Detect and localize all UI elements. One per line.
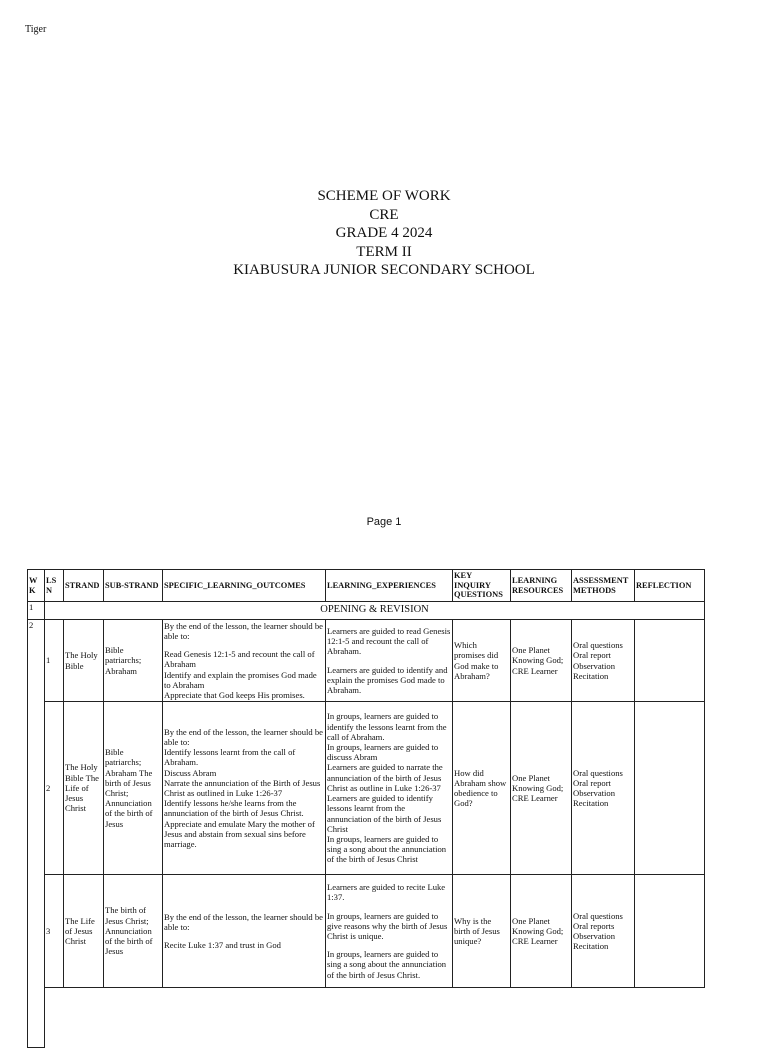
header-wk: WK — [28, 570, 45, 602]
experience-line: Learners are guided to read Genesis 12:1-5 and recount the call of Abraham. — [327, 625, 451, 657]
experience-line: Learners are guided to recite Luke 1:37. — [327, 882, 446, 903]
assessment-method: Oral report — [573, 777, 611, 788]
outcome-line: Identify lessons learnt from the call of Abraham. — [164, 747, 296, 768]
outcome-line: Identify and explain the promises God made to Abraham — [164, 669, 317, 690]
sub-strand-cell: Bible patriarchs; Abraham — [104, 620, 163, 702]
continuation-cell — [45, 988, 705, 1048]
assessment-method: Recitation — [573, 798, 609, 809]
assessment-method: Observation — [573, 788, 616, 798]
assessment-method: Recitation — [573, 941, 609, 952]
reflection-cell — [635, 702, 705, 875]
experience-line: In groups, learners are guided to give reasons why the birth of Jesus Christ is unique. — [327, 910, 448, 941]
header-reflection: REFLECTION — [635, 570, 705, 602]
outcome-line: By the end of the lesson, the learner should be able to: — [164, 620, 323, 641]
assessment-method: Oral reports — [573, 920, 615, 931]
scheme-of-work-table — [27, 569, 705, 1048]
document-title — [0, 187, 768, 280]
title-line: GRADE 4 2024 — [335, 225, 433, 242]
header-tag: Tiger — [25, 24, 47, 35]
learning-outcomes-cell — [163, 620, 326, 702]
table-row — [28, 702, 705, 875]
header-learning-experiences: LEARNING_EXPERIENCES — [326, 570, 453, 602]
week-number: 1 — [28, 602, 45, 620]
lesson-number: 1 — [45, 620, 64, 702]
outcome-spacer — [164, 641, 324, 649]
assessment-method: Oral questions — [573, 767, 623, 778]
key-inquiry-question-cell: Why is the birth of Jesus unique? — [453, 875, 511, 988]
header-strand: STRAND — [64, 570, 104, 602]
outcome-line: Discuss Abram — [164, 767, 217, 778]
outcome-line: Appreciate that God keeps His promises. — [164, 690, 305, 700]
outcome-line: Read Genesis 12:1-5 and recount the call of Abraham — [164, 649, 315, 670]
experience-line: In groups, learners are guided to discuss Abram — [327, 742, 439, 763]
table-row — [28, 988, 705, 1048]
header-learning-resources: LEARNING RESOURCES — [511, 570, 572, 602]
reflection-cell — [635, 875, 705, 988]
header-specific-learning-outcomes: SPECIFIC_LEARNING_OUTCOMES — [163, 570, 326, 602]
assessment-method: Recitation — [573, 670, 609, 681]
page-number: Page 1 — [366, 516, 402, 528]
header-lsn: LSN — [45, 570, 64, 602]
learning-resources-cell: One Planet Knowing God; CRE Learner — [511, 620, 572, 702]
assessment-methods-cell — [572, 620, 635, 702]
learning-outcomes-cell — [163, 702, 326, 875]
assessment-method: Observation — [573, 931, 616, 941]
outcome-line: Identify lessons he/she learns from the annunciation of the birth of Jesus Christ. — [164, 798, 304, 819]
learning-outcomes-cell — [163, 875, 326, 988]
table-row — [28, 602, 705, 620]
experience-spacer — [327, 903, 451, 911]
title-line: SCHEME OF WORK — [317, 188, 451, 204]
experience-line: Learners are guided to identify lessons learnt from the annunciation of the birth of Jesus Christ — [327, 793, 442, 834]
experience-line: In groups, learners are guided to sing a song about the annunciation of the birth of Jesus Christ. — [327, 949, 447, 980]
key-inquiry-question-cell: How did Abraham show obedience to God? — [453, 702, 511, 875]
title-line: KIABUSURA JUNIOR SECONDARY SCHOOL — [233, 262, 535, 279]
week-number: 2 — [28, 620, 45, 1048]
strand-cell: The Holy Bible — [64, 620, 104, 702]
opening-revision-cell: OPENING & REVISION — [45, 602, 705, 620]
assessment-methods-cell — [572, 702, 635, 875]
outcome-line: By the end of the lesson, the learner should be able to: — [164, 726, 323, 747]
strand-cell: The Holy Bible The Life of Jesus Christ — [64, 702, 104, 875]
header-assessment-methods: ASSESSMENT METHODS — [572, 570, 635, 602]
assessment-method: Oral report — [573, 650, 611, 661]
experience-line: In groups, learners are guided to sing a song about the annunciation of the birth of Jesus Christ — [327, 833, 447, 865]
title-line: CRE — [369, 206, 399, 223]
experience-line: In groups, learners are guided to identify the lessons learnt from the call of Abraham. — [327, 711, 447, 742]
header-key-inquiry-questions: KEY INQUIRY QUESTIONS — [453, 570, 511, 602]
sub-strand-cell: The birth of Jesus Christ; Annunciation of the birth of Jesus — [104, 875, 163, 988]
learning-resources-cell: One Planet Knowing God; CRE Learner — [511, 702, 572, 875]
strand-cell: The Life of Jesus Christ — [64, 875, 104, 988]
sub-strand-cell: Bible patriarchs; Abraham The birth of Jesus Christ; Annunciation of the birth of Jesus — [104, 702, 163, 875]
title-line: TERM II — [356, 243, 412, 260]
learning-resources-cell: One Planet Knowing God; CRE Learner — [511, 875, 572, 988]
learning-experiences-cell — [326, 875, 453, 988]
experience-line: Learners are guided to narrate the annunciation of the birth of Jesus Christ as outline in Luke 1:26-37 — [327, 762, 443, 793]
learning-experiences-cell — [326, 620, 453, 702]
table-header-row — [28, 570, 705, 602]
assessment-method: Oral questions — [573, 640, 623, 651]
table-row — [28, 620, 705, 702]
assessment-method: Observation — [573, 660, 616, 671]
outcome-line: Appreciate and emulate Mary the mother of Jesus and abstain from sexual sins before marriage. — [164, 818, 315, 850]
header-sub-strand: SUB-STRAND — [104, 570, 163, 602]
experience-line: Learners are guided to identify and explain the promises God made to Abraham. — [327, 664, 448, 695]
lesson-number: 2 — [45, 702, 64, 875]
outcome-line: Recite Luke 1:37 and trust in God — [164, 940, 281, 951]
outcome-spacer — [164, 932, 324, 940]
experience-spacer — [327, 941, 451, 949]
reflection-cell — [635, 620, 705, 702]
experience-spacer — [327, 657, 451, 665]
outcome-line: Narrate the annunciation of the Birth of Jesus Christ as outlined in Luke 1:26-37 — [164, 777, 321, 798]
assessment-methods-cell — [572, 875, 635, 988]
assessment-method: Oral questions — [573, 910, 623, 921]
table-row — [28, 875, 705, 988]
learning-experiences-cell — [326, 702, 453, 875]
lesson-number: 3 — [45, 875, 64, 988]
key-inquiry-question-cell: Which promises did God make to Abraham? — [453, 620, 511, 702]
outcome-line: By the end of the lesson, the learner should be able to: — [164, 911, 323, 932]
